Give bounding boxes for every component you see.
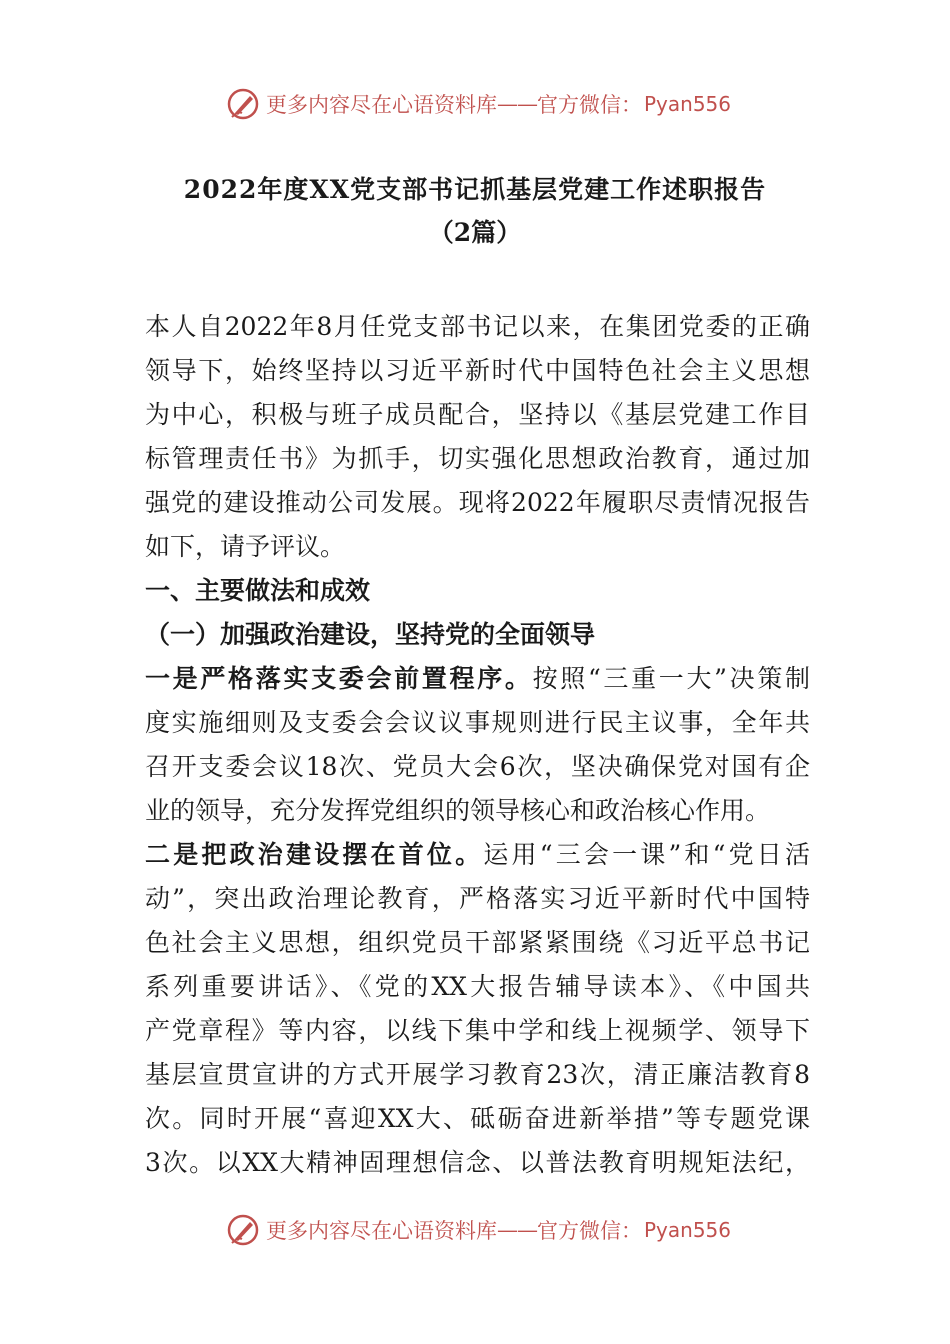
point-2-line: 基层宣贯宣讲的方式开展学习教育23次，清正廉洁教育8 (145, 1060, 810, 1089)
document-subtitle: （2篇） (428, 218, 522, 247)
watermark-wechat-id: Pyan556 (644, 1218, 732, 1242)
watermark-text: 更多内容尽在心语资料库 (266, 93, 497, 117)
watermark-separator: —— (497, 1218, 537, 1242)
point-2-line: 3次。以XX大精神固理想信念、以普法教育明规矩法纪， (145, 1148, 810, 1177)
point-1-lead: 一是严格落实支委会前置程序。 (145, 664, 533, 693)
document-title: 2022年度XX党支部书记抓基层党建工作述职报告 (183, 175, 767, 204)
point-1-line: 召开支委会议18次、党员大会6次，坚决确保党对国有企 (145, 752, 810, 781)
watermark-wechat-label: 官方微信： (537, 1219, 642, 1243)
point-2-line: 产党章程》等内容，以线下集中学和线上视频学、领导下 (145, 1016, 810, 1045)
watermark-wechat-id: Pyan556 (644, 92, 732, 116)
point-1-line: 度实施细则及支委会会议议事规则进行民主议事，全年共 (145, 708, 810, 737)
intro-line: 为中心，积极与班子成员配合，坚持以《基层党建工作目 (145, 400, 810, 429)
point-1-first-rest: 按照“三重一大”决策制 (532, 664, 810, 693)
watermark-text: 更多内容尽在心语资料库 (266, 1219, 497, 1243)
point-2-line: 动”，突出政治理论教育，严格落实习近平新时代中国特 (145, 884, 810, 913)
watermark-wechat-label: 官方微信： (537, 93, 642, 117)
watermark-header (226, 84, 731, 124)
intro-line: 标管理责任书》为抓手，切实强化思想政治教育，通过加 (145, 444, 810, 473)
point-1-first-line (145, 657, 810, 701)
pen-logo-icon (226, 87, 260, 121)
point-2-line: 系列重要讲话》、《党的XX大报告辅导读本》、《中国共 (145, 972, 810, 1001)
subsection-heading: （一）加强政治建设，坚持党的全面领导 (145, 620, 596, 649)
intro-line: 强党的建设推动公司发展。现将2022年履职尽责情况报告 (145, 488, 810, 517)
intro-line: 如下，请予评议。 (145, 532, 346, 561)
section-heading: 一、主要做法和成效 (145, 576, 371, 605)
point-2-lead: 二是把政治建设摆在首位。 (145, 840, 484, 869)
point-2-line: 色社会主义思想，组织党员干部紧紧围绕《习近平总书记 (145, 928, 810, 957)
intro-line: 本人自2022年8月任党支部书记以来，在集团党委的正确 (145, 312, 810, 341)
watermark-separator: —— (497, 92, 537, 116)
point-2-first-line (145, 833, 810, 877)
point-1-line: 业的领导，充分发挥党组织的领导核心和政治核心作用。 (145, 796, 771, 825)
intro-line: 领导下，始终坚持以习近平新时代中国特色社会主义思想 (145, 356, 810, 385)
point-2-line: 次。同时开展“喜迎XX大、砥砺奋进新举措”等专题党课 (145, 1104, 810, 1133)
watermark-footer (226, 1210, 731, 1250)
pen-logo-icon (226, 1213, 260, 1247)
point-2-first-rest: 运用“三会一课”和“党日活 (483, 840, 810, 869)
